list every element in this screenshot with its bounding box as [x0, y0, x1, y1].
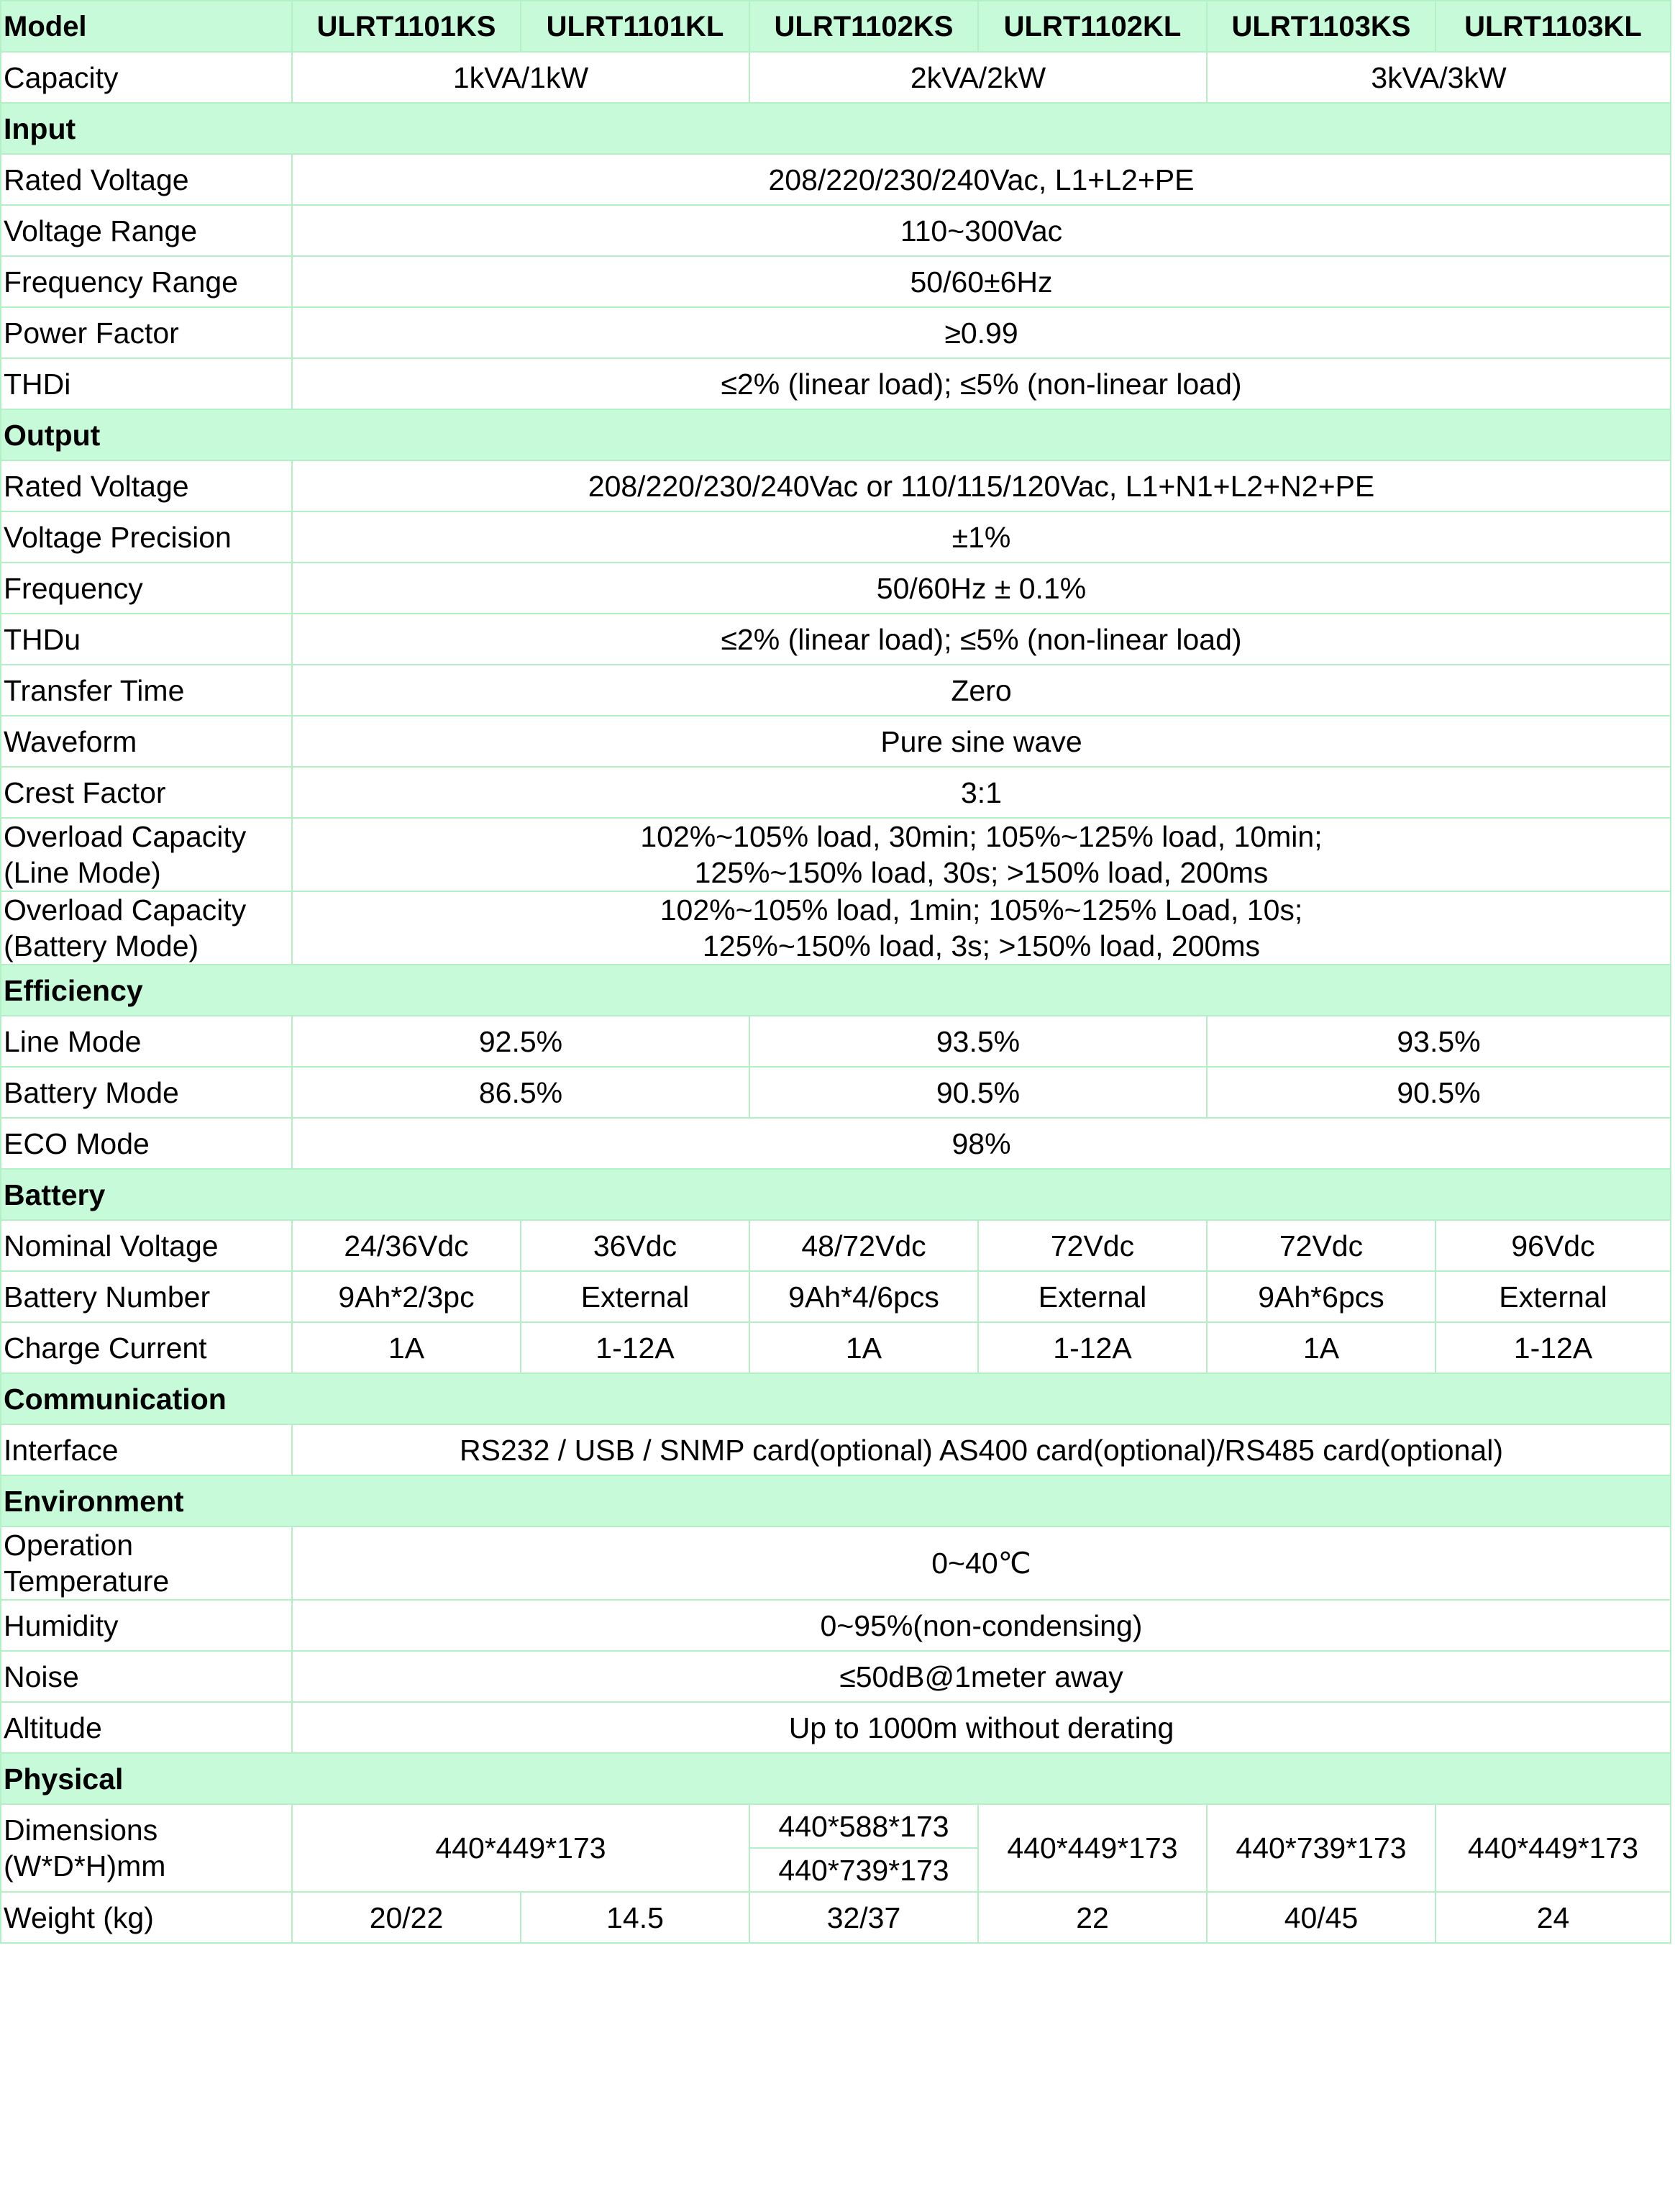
row-label: Voltage Range — [1, 205, 292, 256]
value-cell: 102%~105% load, 1min; 105%~125% Load, 10s; 125%~150% load, 3s; >150% load, 200ms — [292, 891, 1671, 965]
value-cell: Zero — [292, 665, 1671, 716]
value-cell: 14.5 — [521, 1892, 749, 1943]
table-row — [1, 1804, 1671, 1848]
section-title: Physical — [1, 1753, 1671, 1804]
table-row — [1, 1651, 1671, 1702]
value-cell: 48/72Vdc — [749, 1220, 978, 1271]
value-cell: 9Ah*2/3pc — [292, 1271, 521, 1322]
capacity-row — [1, 52, 1671, 103]
value-cell: Up to 1000m without derating — [292, 1702, 1671, 1753]
row-label: Line Mode — [1, 1016, 292, 1067]
row-label: Rated Voltage — [1, 154, 292, 205]
value-cell: 3kVA/3kW — [1207, 52, 1671, 103]
value-cell: 440*449*173 — [978, 1804, 1207, 1892]
table-row — [1, 1016, 1671, 1067]
value-cell: 9Ah*6pcs — [1207, 1271, 1436, 1322]
table-row — [1, 891, 1671, 965]
row-label: Noise — [1, 1651, 292, 1702]
row-label: Altitude — [1, 1702, 292, 1753]
table-row — [1, 1271, 1671, 1322]
value-cell: 0~95%(non-condensing) — [292, 1600, 1671, 1651]
value-cell: 40/45 — [1207, 1892, 1436, 1943]
row-label: Nominal Voltage — [1, 1220, 292, 1271]
table-row — [1, 1118, 1671, 1169]
value-cell: 1A — [1207, 1322, 1436, 1373]
section-title: Input — [1, 103, 1671, 154]
value-cell: 1kVA/1kW — [292, 52, 749, 103]
section-title: Communication — [1, 1373, 1671, 1424]
value-cell: 440*449*173 — [1436, 1804, 1671, 1892]
row-label: Waveform — [1, 716, 292, 767]
value-cell: Pure sine wave — [292, 716, 1671, 767]
table-row — [1, 205, 1671, 256]
table-row — [1, 1424, 1671, 1475]
model-cell: ULRT1101KL — [521, 1, 749, 52]
value-cell: 2kVA/2kW — [749, 52, 1207, 103]
value-cell: 102%~105% load, 30min; 105%~125% load, 10min; 125%~150% load, 30s; >150% load, 200ms — [292, 818, 1671, 891]
value-cell: ≤2% (linear load); ≤5% (non-linear load) — [292, 614, 1671, 665]
row-label: Frequency Range — [1, 256, 292, 307]
model-cell: ULRT1102KS — [749, 1, 978, 52]
table-row — [1, 1892, 1671, 1943]
table-row — [1, 563, 1671, 614]
value-cell: ≤2% (linear load); ≤5% (non-linear load) — [292, 358, 1671, 409]
value-cell: 93.5% — [749, 1016, 1207, 1067]
model-label: Model — [1, 1, 292, 52]
row-label: Dimensions (W*D*H)mm — [1, 1804, 292, 1892]
value-cell: 98% — [292, 1118, 1671, 1169]
model-cell: ULRT1102KL — [978, 1, 1207, 52]
row-label: THDu — [1, 614, 292, 665]
table-row — [1, 1526, 1671, 1600]
table-row — [1, 665, 1671, 716]
row-label: Overload Capacity (Battery Mode) — [1, 891, 292, 965]
section-row-output — [1, 409, 1671, 460]
value-cell: External — [521, 1271, 749, 1322]
value-cell: 50/60±6Hz — [292, 256, 1671, 307]
value-cell: ≥0.99 — [292, 307, 1671, 358]
row-label: Battery Mode — [1, 1067, 292, 1118]
header-row — [1, 1, 1671, 52]
section-row-input — [1, 103, 1671, 154]
value-cell: 440*739*173 — [749, 1848, 978, 1892]
section-title: Battery — [1, 1169, 1671, 1220]
table-row — [1, 818, 1671, 891]
section-row-efficiency — [1, 965, 1671, 1016]
value-cell: 24 — [1436, 1892, 1671, 1943]
value-cell: 90.5% — [749, 1067, 1207, 1118]
value-cell: External — [978, 1271, 1207, 1322]
table-row — [1, 460, 1671, 511]
model-cell: ULRT1103KS — [1207, 1, 1436, 52]
row-label: Weight (kg) — [1, 1892, 292, 1943]
row-label: Crest Factor — [1, 767, 292, 818]
value-cell: 440*449*173 — [292, 1804, 749, 1892]
table-row — [1, 767, 1671, 818]
value-cell: 208/220/230/240Vac or 110/115/120Vac, L1+N1+L2+N2+PE — [292, 460, 1671, 511]
row-label: Overload Capacity (Line Mode) — [1, 818, 292, 891]
section-row-battery — [1, 1169, 1671, 1220]
table-row — [1, 716, 1671, 767]
table-row — [1, 1322, 1671, 1373]
table-row — [1, 1220, 1671, 1271]
row-label: Frequency — [1, 563, 292, 614]
row-label: ECO Mode — [1, 1118, 292, 1169]
row-label: Voltage Precision — [1, 511, 292, 563]
table-row — [1, 1067, 1671, 1118]
value-cell: 1-12A — [521, 1322, 749, 1373]
row-label: Rated Voltage — [1, 460, 292, 511]
value-cell: 72Vdc — [978, 1220, 1207, 1271]
value-cell: 1-12A — [978, 1322, 1207, 1373]
value-cell: ≤50dB@1meter away — [292, 1651, 1671, 1702]
row-label: Interface — [1, 1424, 292, 1475]
value-cell: 208/220/230/240Vac, L1+L2+PE — [292, 154, 1671, 205]
section-row-communication — [1, 1373, 1671, 1424]
section-title: Efficiency — [1, 965, 1671, 1016]
value-cell: 3:1 — [292, 767, 1671, 818]
section-row-physical — [1, 1753, 1671, 1804]
value-cell: 72Vdc — [1207, 1220, 1436, 1271]
value-cell: 36Vdc — [521, 1220, 749, 1271]
value-cell: 440*739*173 — [1207, 1804, 1436, 1892]
value-cell: 1A — [749, 1322, 978, 1373]
value-cell: 93.5% — [1207, 1016, 1671, 1067]
value-cell: 50/60Hz ± 0.1% — [292, 563, 1671, 614]
table-row — [1, 358, 1671, 409]
value-cell: 22 — [978, 1892, 1207, 1943]
value-cell: 86.5% — [292, 1067, 749, 1118]
table-row — [1, 256, 1671, 307]
table-row — [1, 1600, 1671, 1651]
value-cell: 32/37 — [749, 1892, 978, 1943]
row-label: Transfer Time — [1, 665, 292, 716]
table-row — [1, 307, 1671, 358]
table-row — [1, 154, 1671, 205]
row-label: Operation Temperature — [1, 1526, 292, 1600]
row-label: Charge Current — [1, 1322, 292, 1373]
row-label: Power Factor — [1, 307, 292, 358]
value-cell: 440*588*173 — [749, 1804, 978, 1848]
value-cell: 96Vdc — [1436, 1220, 1671, 1271]
value-cell: RS232 / USB / SNMP card(optional) AS400 card(optional)/RS485 card(optional) — [292, 1424, 1671, 1475]
value-cell: 90.5% — [1207, 1067, 1671, 1118]
model-cell: ULRT1103KL — [1436, 1, 1671, 52]
row-label: Capacity — [1, 52, 292, 103]
value-cell: 20/22 — [292, 1892, 521, 1943]
value-cell: ±1% — [292, 511, 1671, 563]
value-cell: 9Ah*4/6pcs — [749, 1271, 978, 1322]
value-cell: 24/36Vdc — [292, 1220, 521, 1271]
table-row — [1, 511, 1671, 563]
value-cell: 92.5% — [292, 1016, 749, 1067]
value-cell: 1A — [292, 1322, 521, 1373]
section-row-environment — [1, 1475, 1671, 1526]
section-title: Environment — [1, 1475, 1671, 1526]
table-row — [1, 1702, 1671, 1753]
row-label: THDi — [1, 358, 292, 409]
section-title: Output — [1, 409, 1671, 460]
value-cell: 1-12A — [1436, 1322, 1671, 1373]
row-label: Battery Number — [1, 1271, 292, 1322]
value-cell: External — [1436, 1271, 1671, 1322]
model-cell: ULRT1101KS — [292, 1, 521, 52]
value-cell: 0~40℃ — [292, 1526, 1671, 1600]
row-label: Humidity — [1, 1600, 292, 1651]
table-row — [1, 614, 1671, 665]
value-cell: 110~300Vac — [292, 205, 1671, 256]
